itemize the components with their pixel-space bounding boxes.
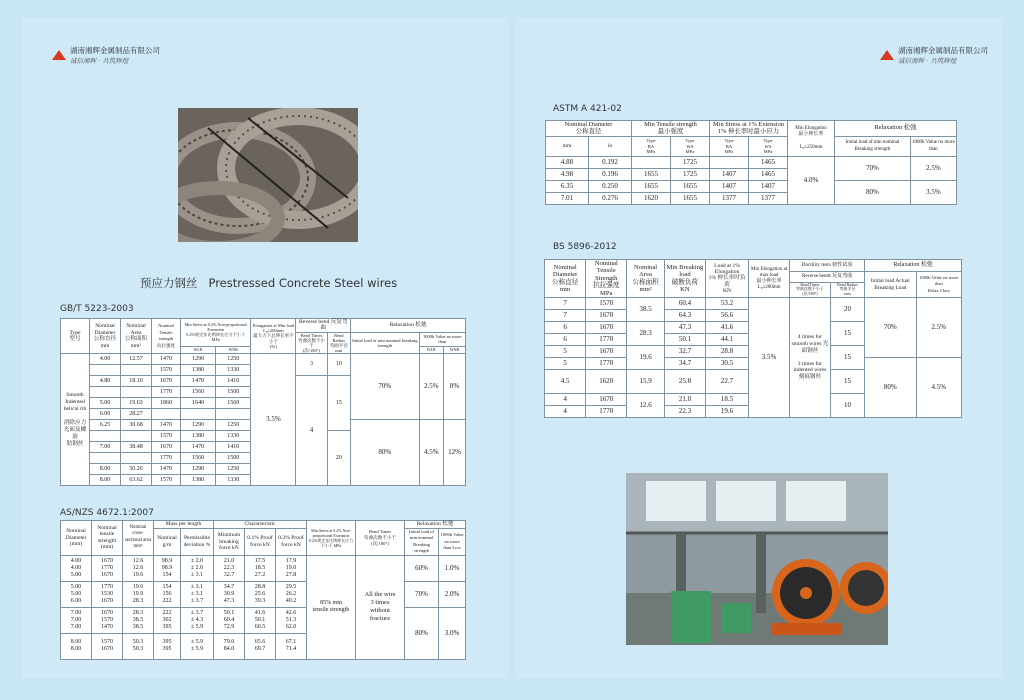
table-cell: 1655 <box>632 181 671 193</box>
table-cell: 1500 <box>216 453 251 464</box>
col-relaxation: Relaxation 松弛 <box>835 121 957 137</box>
company-slogan: 诚信湘辉 · 共筑辉煌 <box>70 57 129 65</box>
col-relax-initial: Initial load of min nominal Breaking strength <box>835 137 911 157</box>
min-elongation-value: 4.0% <box>788 157 835 205</box>
table-cell: 4.00 4.00 5.00 <box>61 555 92 581</box>
table-cell: 15.9 <box>627 370 665 394</box>
col-nominal-area: Nominal Area 公称面积 mm² <box>121 319 152 354</box>
table-cell: 1770 <box>586 358 627 370</box>
col-wlr: WLR <box>181 346 216 353</box>
table-cell: 6.25 <box>90 420 121 431</box>
table-cell: 1570 <box>586 298 627 310</box>
table-cell: 1770 <box>152 453 181 464</box>
col-tensile-strength: Nominal tensile strength (mm) <box>92 521 123 556</box>
asnzs-title: AS/NZS 4672.1:2007 <box>60 508 154 518</box>
table-cell: 8.00 <box>90 475 121 486</box>
col-relaxation: Relaxation 松弛 <box>351 319 466 333</box>
table-cell: 1670 <box>586 346 627 358</box>
table-cell: 1250 <box>216 420 251 431</box>
col-min-elongation: Min Elongation at max load 最小伸长率 L₀≥200mm <box>749 260 790 298</box>
bend-radius-value: 15 <box>327 376 351 431</box>
table-cell: 17.9 19.0 27.8 <box>276 555 307 581</box>
relax-initial-70: 70% <box>405 581 439 607</box>
relax-initial-80: 80% <box>351 420 419 486</box>
logo-mark-icon <box>880 50 894 62</box>
table-cell: 42.6 51.3 62.0 <box>276 607 307 633</box>
col-nominal-diameter: Nominal Diameter (mm) <box>61 521 92 556</box>
col-min-breaking-force: Minimum breaking force kN <box>214 529 245 556</box>
min-elongation-gauge: L₀≥250mm <box>799 144 823 150</box>
col-proof-force-02: 0.2% Proof force kN <box>276 529 307 556</box>
table-cell: 1620 <box>586 370 627 394</box>
bend-times-value: 4 <box>296 376 327 486</box>
table-cell: 1377 <box>710 193 749 205</box>
table-cell: 4 <box>545 406 586 418</box>
table-cell: 21.0 22.3 32.7 <box>214 555 245 581</box>
table-cell: 79.0 84.0 <box>214 633 245 659</box>
relax-value-80: 3.5% <box>910 181 956 205</box>
steel-wire-coil-photo <box>178 108 358 242</box>
relax-initial-60: 60% <box>405 555 439 581</box>
table-cell: 8.00 8.00 <box>61 633 92 659</box>
table-cell: 28.8 <box>706 346 749 358</box>
min-elongation-value: 3.5% <box>749 298 790 418</box>
table-cell: 44.1 <box>706 334 749 346</box>
table-cell: 5 <box>545 358 586 370</box>
table-cell: 29.5 26.2 40.2 <box>276 581 307 607</box>
bend-times-value: 4 times for smooth wires 光面钢丝 3 times for indented wires 刻痕钢丝 <box>790 298 831 418</box>
table-cell: ± 5.9 ± 5.9 <box>181 633 214 659</box>
col-nominal-gm: Nominal g/m <box>154 529 181 556</box>
table-cell: 1410 <box>216 442 251 453</box>
table-cell: 41.6 50.1 60.5 <box>245 607 276 633</box>
table-cell: 50.26 <box>121 464 152 475</box>
table-cell: 7 <box>545 298 586 310</box>
table-cell: 30.5 <box>706 358 749 370</box>
table-cell: 1290 <box>181 420 216 431</box>
col-relax-initial: Initial load of min nominal breaking strength <box>351 332 419 353</box>
relax-value-70: 2.0% <box>439 581 466 607</box>
table-cell: 1465 <box>749 157 788 169</box>
table-cell: 1620 <box>632 193 671 205</box>
col-wnr: WNR <box>443 346 465 353</box>
table-cell: 1407 <box>749 181 788 193</box>
gbt-title: GB/T 5223-2003 <box>60 304 134 314</box>
table-cell: 1770 <box>152 387 181 398</box>
table-cell: 25.8 <box>664 370 705 394</box>
col-type-ba: Type BA MPa <box>632 137 671 157</box>
table-cell: 28.3 <box>627 322 665 346</box>
table-cell: 4.00 <box>90 354 121 365</box>
table-cell: 19.63 <box>121 398 152 409</box>
product-title-en: Prestressed Concrete Steel wires <box>208 276 398 290</box>
astm-title: ASTM A 421-02 <box>553 104 622 114</box>
table-cell: 47.3 <box>664 322 705 334</box>
table-cell <box>710 157 749 169</box>
col-nominal-diameter: Nominal Diameter 公称直径 mm <box>90 319 121 354</box>
table-cell: 1770 1530 1670 <box>92 581 123 607</box>
relax-initial-80: 80% <box>835 181 911 205</box>
table-cell: 18.5 <box>706 394 749 406</box>
table-cell: 19.6 <box>627 346 665 370</box>
col-bend-times: Bend Times 弯曲次数不小于 (次/180°) <box>790 282 831 297</box>
table-cell: 0.196 <box>589 169 632 181</box>
bend-times-value: All the wire 3 times without fracture <box>356 555 405 659</box>
col-characteristic: Characteristic <box>214 521 307 529</box>
relax-initial-80: 80% <box>405 607 439 659</box>
table-cell: 4.5 <box>545 370 586 394</box>
table-cell <box>121 431 152 442</box>
table-cell: 1570 1670 <box>92 633 123 659</box>
table-cell: 1655 <box>671 193 710 205</box>
col-type-wa: Type WA MPa <box>749 137 788 157</box>
relax-wnr-80: 12% <box>443 420 465 486</box>
table-cell: 1330 <box>216 431 251 442</box>
table-cell: 1330 <box>216 365 251 376</box>
table-cell: 6.00 <box>90 409 121 420</box>
table-cell: 1290 <box>181 464 216 475</box>
table-cell: 1560 <box>181 453 216 464</box>
col-breaking-load: Min Breaking load 破断负荷 KN <box>664 260 705 298</box>
table-cell: 19.6 19.9 28.3 <box>123 581 154 607</box>
col-min-elongation <box>788 121 835 157</box>
col-relaxation: Relaxation 松弛 <box>865 260 962 272</box>
table-cell <box>216 409 251 420</box>
col-type-ba: Type BA MPa <box>710 137 749 157</box>
table-cell: 38.48 <box>121 442 152 453</box>
table-cell: 1470 <box>152 354 181 365</box>
col-mass-per-length: Mass per length <box>154 521 214 529</box>
col-min-stress: Min Stress at 0.2% Non-proportional Extension 0.2%规定非比例伸长应力不小于 MPa <box>181 319 251 347</box>
relax-value-80: 4.5% <box>916 358 962 418</box>
company-logo-left <box>52 46 160 66</box>
relax-initial-70: 70% <box>865 298 916 358</box>
bend-radius-value: 20 <box>830 298 864 322</box>
elongation-value: 3.5% <box>251 354 296 486</box>
table-cell: 1770 <box>586 334 627 346</box>
table-cell: 50.1 60.4 72.9 <box>214 607 245 633</box>
relax-initial-70: 70% <box>351 354 419 420</box>
col-permissible-deviation: Permissible deviation % <box>181 529 214 556</box>
col-relax-initial: Initial load Actual Breaking Load <box>865 272 916 298</box>
table-cell: ± 3.7 ± 4.3 ± 5.9 <box>181 607 214 633</box>
table-cell: 19.6 <box>706 406 749 418</box>
col-in: in <box>589 137 632 157</box>
table-cell: 1330 <box>216 475 251 486</box>
col-relax-1000h: 1000h Value no more than <box>419 332 465 346</box>
col-reverse-bends: Reverse bends 反复弯曲 <box>790 272 865 283</box>
table-cell: 41.6 <box>706 322 749 334</box>
table-cell: 34.7 30.9 47.3 <box>214 581 245 607</box>
col-relax-1000h: 1000h Value no more than Low <box>439 529 466 556</box>
table-cell: 1250 <box>216 354 251 365</box>
table-cell: 1670 <box>152 442 181 453</box>
table-cell: 18.10 <box>121 376 152 387</box>
relax-initial-80: 80% <box>865 358 916 418</box>
table-cell: 7.01 <box>546 193 589 205</box>
min-elongation-label: Min Elongation 最小伸长率 <box>795 125 827 138</box>
col-tensile-strength: Nominal Tensile strength 抗拉强度 <box>152 319 181 354</box>
col-proof-force-01: 0.1% Proof force kN <box>245 529 276 556</box>
table-cell: 28.8 25.6 39.3 <box>245 581 276 607</box>
table-cell: 154 156 222 <box>154 581 181 607</box>
table-cell: ± 2.0 ± 2.0 ± 3.1 <box>181 555 214 581</box>
table-cell: 1670 <box>152 376 181 387</box>
table-cell: 12.6 12.6 19.6 <box>123 555 154 581</box>
col-type: Type 型号 <box>61 319 90 354</box>
type-cell: Smooth Indented helical rib 消除应力 光面及螺旋 肋钢丝 <box>61 354 90 486</box>
table-cell <box>632 157 671 169</box>
col-tensile-strength: Nominal Tensile Strength 抗拉强度 MPa <box>586 260 627 298</box>
relax-wlr-70: 2.5% <box>419 354 443 420</box>
col-bend-times: Bend Times 弯曲次数不小于 (次/180°) <box>296 332 327 353</box>
table-cell: 56.6 <box>706 310 749 322</box>
table-cell: 1380 <box>181 365 216 376</box>
table-cell <box>121 365 152 376</box>
table-cell: 1670 <box>586 394 627 406</box>
table-cell: 30.68 <box>121 420 152 431</box>
bend-radius-value: 15 <box>830 322 864 346</box>
table-cell <box>121 453 152 464</box>
col-mm: mm <box>546 137 589 157</box>
col-bend-radius: Bend Radius 弯曲半径 mm <box>327 332 351 353</box>
table-cell: 98.9 98.9 154 <box>154 555 181 581</box>
table-cell: 1570 <box>152 431 181 442</box>
col-wnr: WNR <box>216 346 251 353</box>
astm-a421-table <box>545 120 957 205</box>
table-cell: 17.5 18.5 27.2 <box>245 555 276 581</box>
logo-mark-icon <box>52 50 66 62</box>
col-relaxation: Relaxation 松弛 <box>405 521 466 529</box>
col-nominal-diameter: Nominal Diameter 公称直径 <box>546 121 632 137</box>
table-cell: 1407 <box>710 181 749 193</box>
table-cell: 12.6 <box>627 394 665 418</box>
table-cell: 1470 <box>152 464 181 475</box>
table-cell: 32.7 <box>664 346 705 358</box>
col-cross-section: Nominal cross-sectional area mm² <box>123 521 154 556</box>
table-cell: 67.1 71.4 <box>276 633 307 659</box>
col-min-tensile-strength: Min Tensile strength 最小强度 <box>632 121 710 137</box>
table-cell: 28.27 <box>121 409 152 420</box>
company-logo-right <box>880 46 988 66</box>
min-stress-value: 85% min tensile strength <box>307 555 356 659</box>
table-cell: 6 <box>545 322 586 334</box>
table-cell: 1725 <box>671 169 710 181</box>
table-cell: 6 <box>545 334 586 346</box>
table-cell: 64.3 <box>664 310 705 322</box>
table-cell: 5.00 <box>90 398 121 409</box>
table-cell <box>90 387 121 398</box>
table-cell: 50.3 50.3 <box>123 633 154 659</box>
table-cell <box>181 409 216 420</box>
col-elongation: Elongation at Min load L₀≥200mm 最大力下总伸长率不小于 (%) <box>251 319 296 354</box>
table-cell: 65.6 69.7 <box>245 633 276 659</box>
col-relax-1000h: 1000h Value no more than <box>910 137 956 157</box>
table-cell: 22.3 <box>664 406 705 418</box>
table-cell: 1655 <box>671 181 710 193</box>
product-title <box>140 275 397 291</box>
table-cell: 1380 <box>181 431 216 442</box>
bs-5896-table <box>544 259 962 418</box>
table-cell: 1860 <box>152 398 181 409</box>
table-cell: 4 <box>545 394 586 406</box>
table-cell: 1380 <box>181 475 216 486</box>
table-cell: 22.7 <box>706 370 749 394</box>
table-cell: 1570 <box>152 365 181 376</box>
table-cell: 1377 <box>749 193 788 205</box>
col-type-wa: Type WA MPa <box>671 137 710 157</box>
col-bend-times: Bend Times 弯曲次数不小于 (次/180°) <box>356 521 405 556</box>
table-cell: 5 <box>545 346 586 358</box>
table-cell: 5.00 5.00 6.00 <box>61 581 92 607</box>
table-cell: 6.35 <box>546 181 589 193</box>
table-cell: 1670 <box>586 310 627 322</box>
company-slogan: 诚信湘辉 · 共筑辉煌 <box>898 57 957 65</box>
bend-radius-value: 10 <box>830 394 864 418</box>
table-cell: 1670 <box>586 322 627 334</box>
table-cell: 38.5 <box>627 298 665 322</box>
relax-value-70: 2.5% <box>910 157 956 181</box>
table-cell <box>152 409 181 420</box>
bend-radius-value: 10 <box>327 354 351 376</box>
table-cell: 1465 <box>749 169 788 181</box>
table-cell: 4.88 <box>546 157 589 169</box>
table-cell: 395 395 <box>154 633 181 659</box>
table-cell: 1560 <box>216 398 251 409</box>
table-cell: 60.4 <box>664 298 705 310</box>
relax-value-70: 2.5% <box>916 298 962 358</box>
col-nominal-diameter: Nominal Diameter 公称直径 mm <box>545 260 586 298</box>
product-title-cn: 预应力钢丝 <box>140 276 198 290</box>
bend-radius-value: 15 <box>830 346 864 370</box>
table-cell: 50.1 <box>664 334 705 346</box>
col-min-stress-1pct: Min Stress at 1% Extension 1% 伸长率时最小应力 <box>710 121 788 137</box>
relax-initial-70: 70% <box>835 157 911 181</box>
table-cell: 53.2 <box>706 298 749 310</box>
asnzs-4672-table <box>60 520 466 660</box>
table-cell <box>90 453 121 464</box>
table-cell: 4.80 <box>90 376 121 387</box>
table-cell: 7.00 7.00 7.00 <box>61 607 92 633</box>
col-nominal-area: Nominal Area 公称面积 mm² <box>627 260 665 298</box>
table-cell: 28.3 38.5 38.5 <box>123 607 154 633</box>
table-cell: 8.00 <box>90 464 121 475</box>
factory-photo <box>626 473 888 645</box>
table-cell <box>90 365 121 376</box>
table-cell: 7.00 <box>90 442 121 453</box>
col-reverse-bend: Reverse bend 反复弯曲 <box>296 319 351 333</box>
table-cell <box>121 387 152 398</box>
table-cell: 1470 <box>181 376 216 387</box>
table-cell: 1725 <box>671 157 710 169</box>
table-cell: 21.0 <box>664 394 705 406</box>
company-name: 湖南湘辉金属制品有限公司 <box>70 46 160 55</box>
bend-times-value: 3 <box>296 354 327 376</box>
table-cell: 7 <box>545 310 586 322</box>
table-cell <box>90 431 121 442</box>
col-relax-initial: Initial load of min nominal Breaking strength <box>405 529 439 556</box>
bend-radius-value: 15 <box>830 370 864 394</box>
table-cell: 1470 <box>152 420 181 431</box>
col-load-at-1pct: Load at 1% Elongation 1% 伸长率时负荷 KN <box>706 260 749 298</box>
table-cell: 1410 <box>216 376 251 387</box>
table-cell: 1640 <box>181 398 216 409</box>
col-relax-1000h: 1000h Value no more than Relax Class <box>916 272 962 298</box>
table-cell: 1290 <box>181 354 216 365</box>
col-bend-radius: Bend Radius 弯曲半径 mm <box>830 282 864 297</box>
table-cell: 34.7 <box>664 358 705 370</box>
table-cell: 0.250 <box>589 181 632 193</box>
table-cell: 0.192 <box>589 157 632 169</box>
relax-value-80: 3.0% <box>439 607 466 659</box>
col-wlr: WLR <box>419 346 443 353</box>
table-cell: 1407 <box>710 169 749 181</box>
table-cell: 1770 <box>586 406 627 418</box>
table-cell: 1500 <box>216 387 251 398</box>
relax-wnr-70: 8% <box>443 354 465 420</box>
table-cell: 1570 <box>152 475 181 486</box>
table-cell: 1670 1770 1670 <box>92 555 123 581</box>
bs-title: BS 5896-2012 <box>553 242 617 252</box>
table-cell: 222 302 395 <box>154 607 181 633</box>
table-cell: 0.276 <box>589 193 632 205</box>
table-cell: 63.62 <box>121 475 152 486</box>
table-cell: 1655 <box>632 169 671 181</box>
gbt-5223-table <box>60 318 466 486</box>
table-cell: 1670 1570 1470 <box>92 607 123 633</box>
table-cell: 4.98 <box>546 169 589 181</box>
col-min-stress: Min Stress at 0.2% Non-proportional Extension 0.2%规定非比例伸长应力不小于 MPa <box>307 521 356 556</box>
relax-value-60: 1.0% <box>439 555 466 581</box>
col-ductility-tests: Ductility tests 韧性试验 <box>790 260 865 272</box>
table-cell: ± 3.1 ± 3.1 ± 3.7 <box>181 581 214 607</box>
table-cell: 1250 <box>216 464 251 475</box>
table-cell: 1470 <box>181 442 216 453</box>
table-cell: 1560 <box>181 387 216 398</box>
relax-wlr-80: 4.5% <box>419 420 443 486</box>
company-name: 湖南湘辉金属制品有限公司 <box>898 46 988 55</box>
bend-radius-value: 20 <box>327 431 351 486</box>
table-cell: 12.57 <box>121 354 152 365</box>
